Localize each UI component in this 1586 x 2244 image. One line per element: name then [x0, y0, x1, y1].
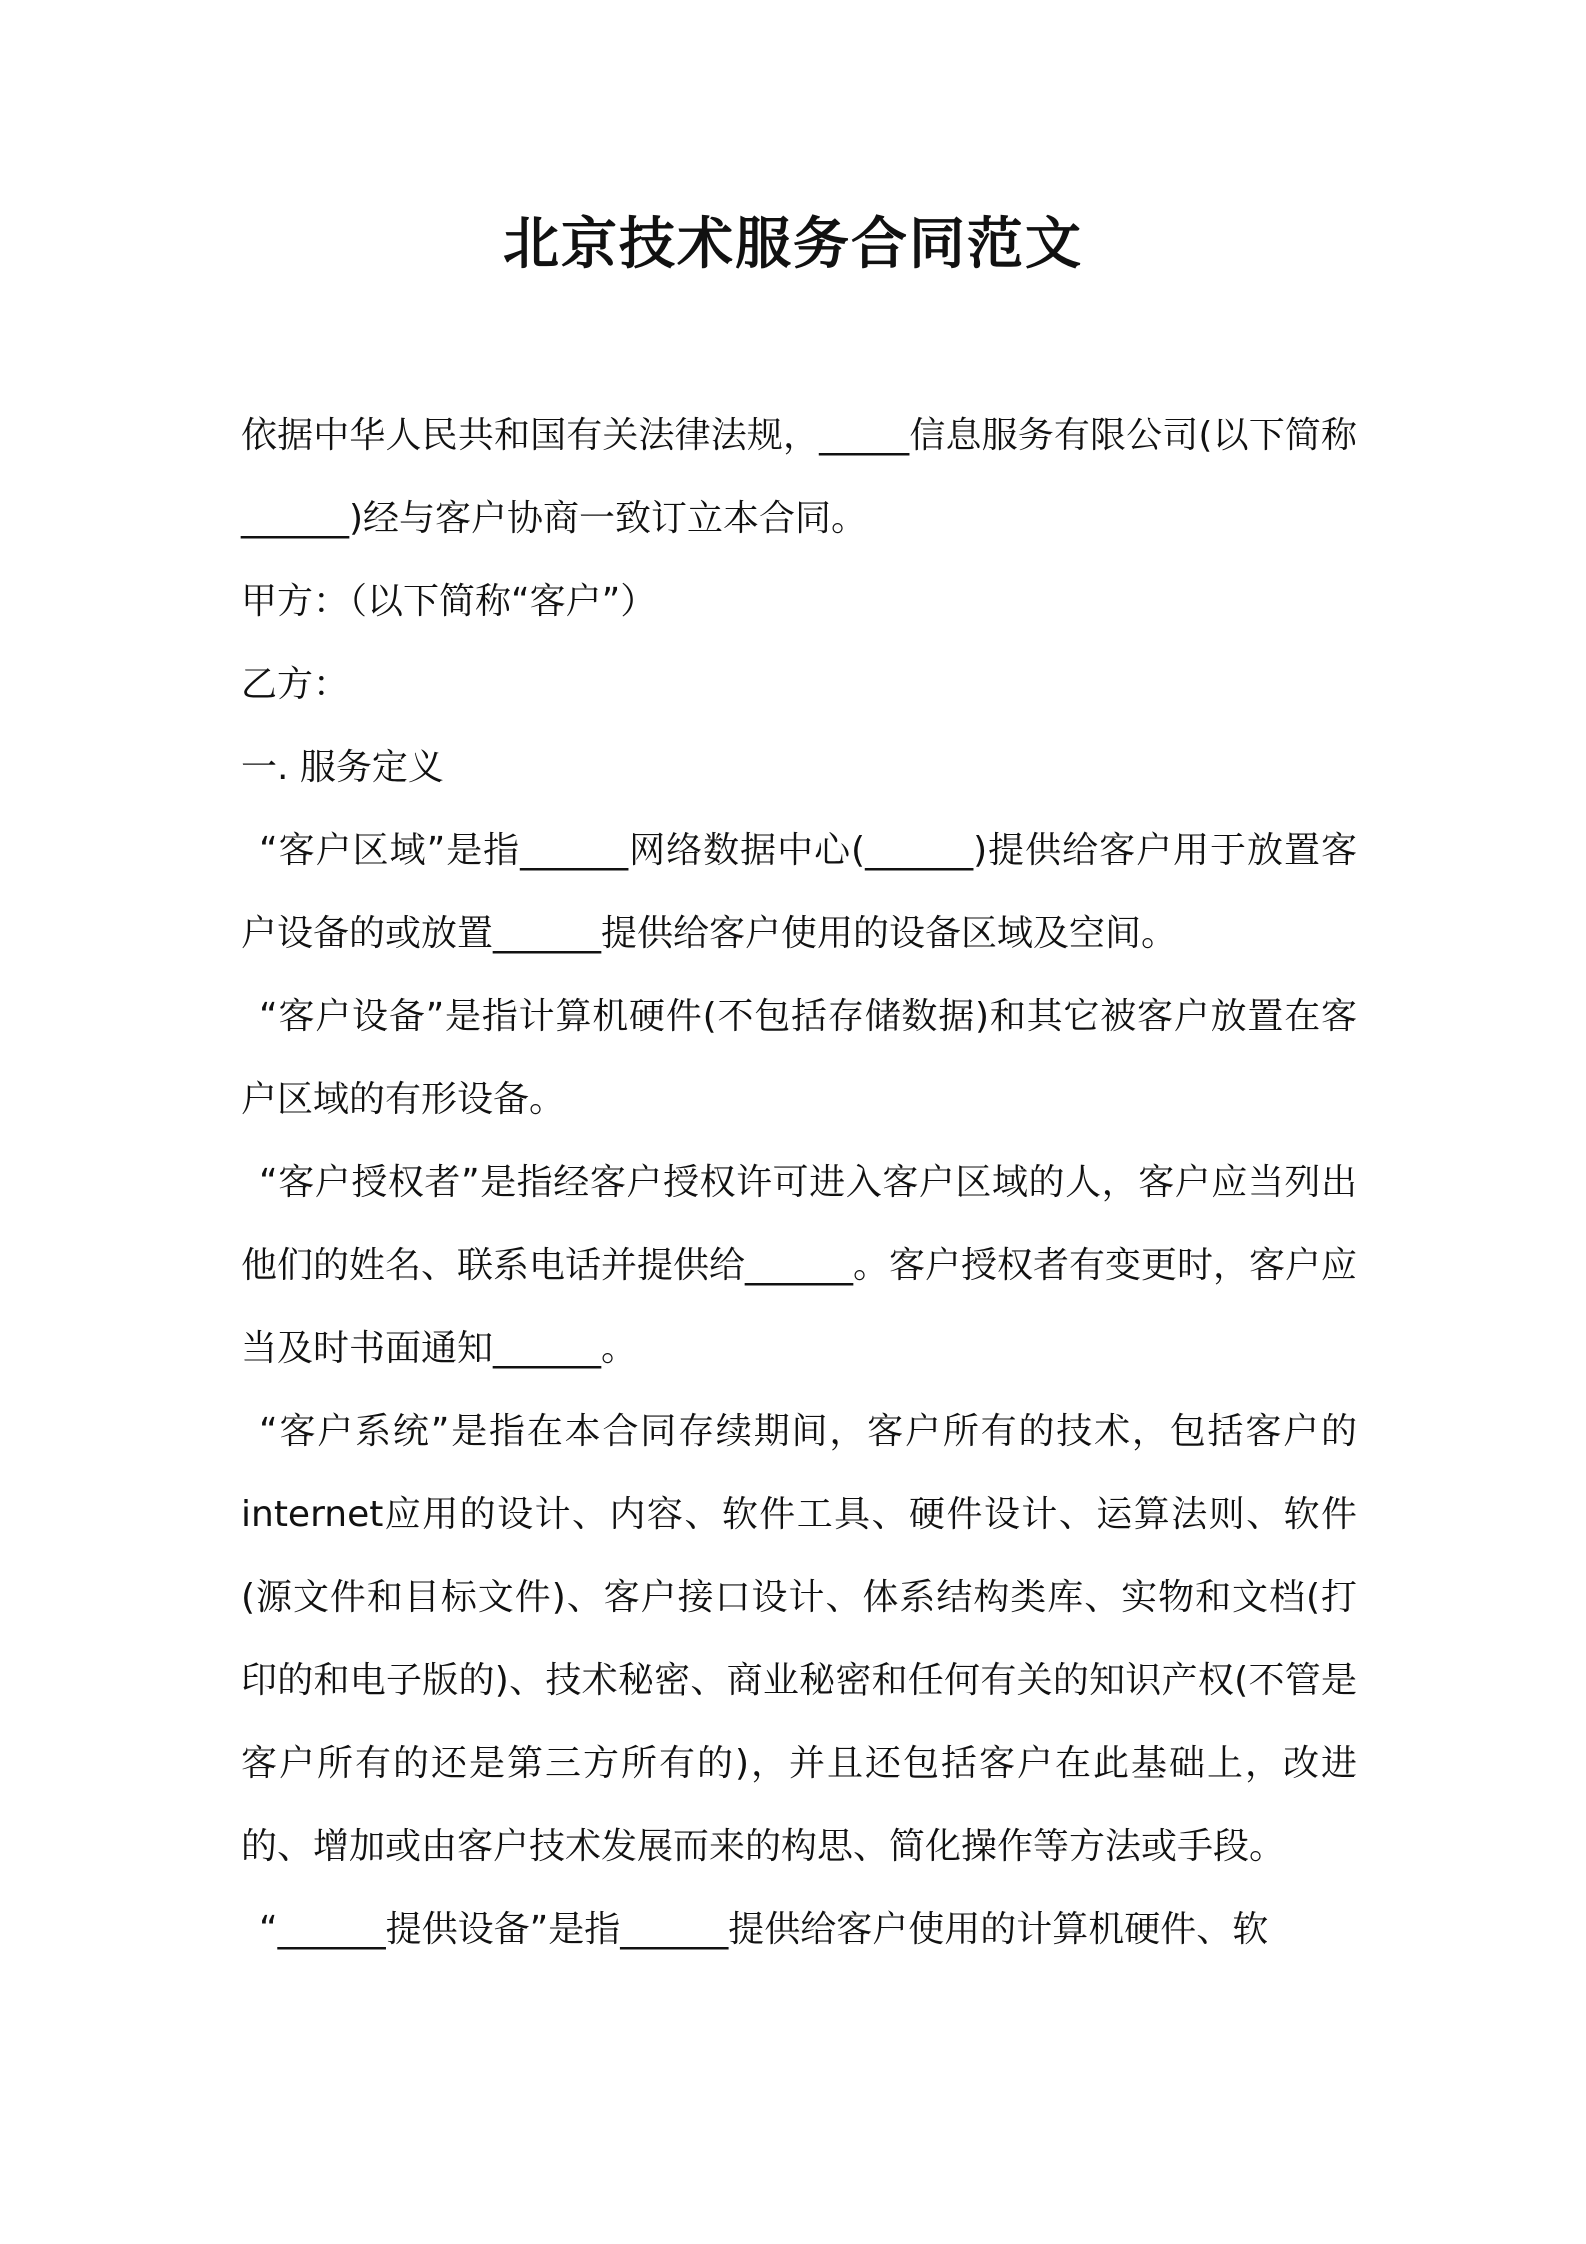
definition-customer-equipment: “客户设备”是指计算机硬件(不包括存储数据)和其它被客户放置在客户区域的有形设备。 — [241, 996, 1357, 1120]
definition-authorized-person: “客户授权者”是指经客户授权许可进入客户区域的人，客户应当列出他们的姓名、联系电话并提供给______。客户授权者有变更时，客户应当及时书面通知______。 — [241, 1162, 1358, 1369]
definition-provided-equipment: “______提供设备”是指______提供给客户使用的计算机硬件、软 — [259, 1909, 1269, 1950]
document-title: 北京技术服务合同范文 — [503, 212, 1083, 277]
party-b-line: 乙方： — [241, 664, 350, 705]
preamble-paragraph: 依据中华人民共和国有关法律法规，_____信息服务有限公司(以下简称______)经与客户协商一致订立本合同。 — [241, 415, 1357, 539]
party-a-line: 甲方：（以下简称“客户”） — [241, 581, 657, 622]
document-body — [241, 394, 1357, 1971]
definition-customer-area: “客户区域”是指______网络数据中心(______)提供给客户用于放置客户设备的或放置______提供给客户使用的设备区域及空间。 — [241, 830, 1357, 954]
section-heading: 一. 服务定义 — [241, 747, 444, 788]
definition-customer-system: “客户系统”是指在本合同存续期间，客户所有的技术，包括客户的internet应用的设计、内容、软件工具、硬件设计、运算法则、软件(源文件和目标文件)、客户接口设计、体系结构类库、实物和文档(打印的和电子版的)、技术秘密、商业秘密和任何有关的知识产权(不管是客户所有的还是第三方所有的)，并且还包括客户在此基础上，改进的、增加或由客户技术发展而来的构思、简化操作等方法或手段。 — [241, 1411, 1357, 1867]
